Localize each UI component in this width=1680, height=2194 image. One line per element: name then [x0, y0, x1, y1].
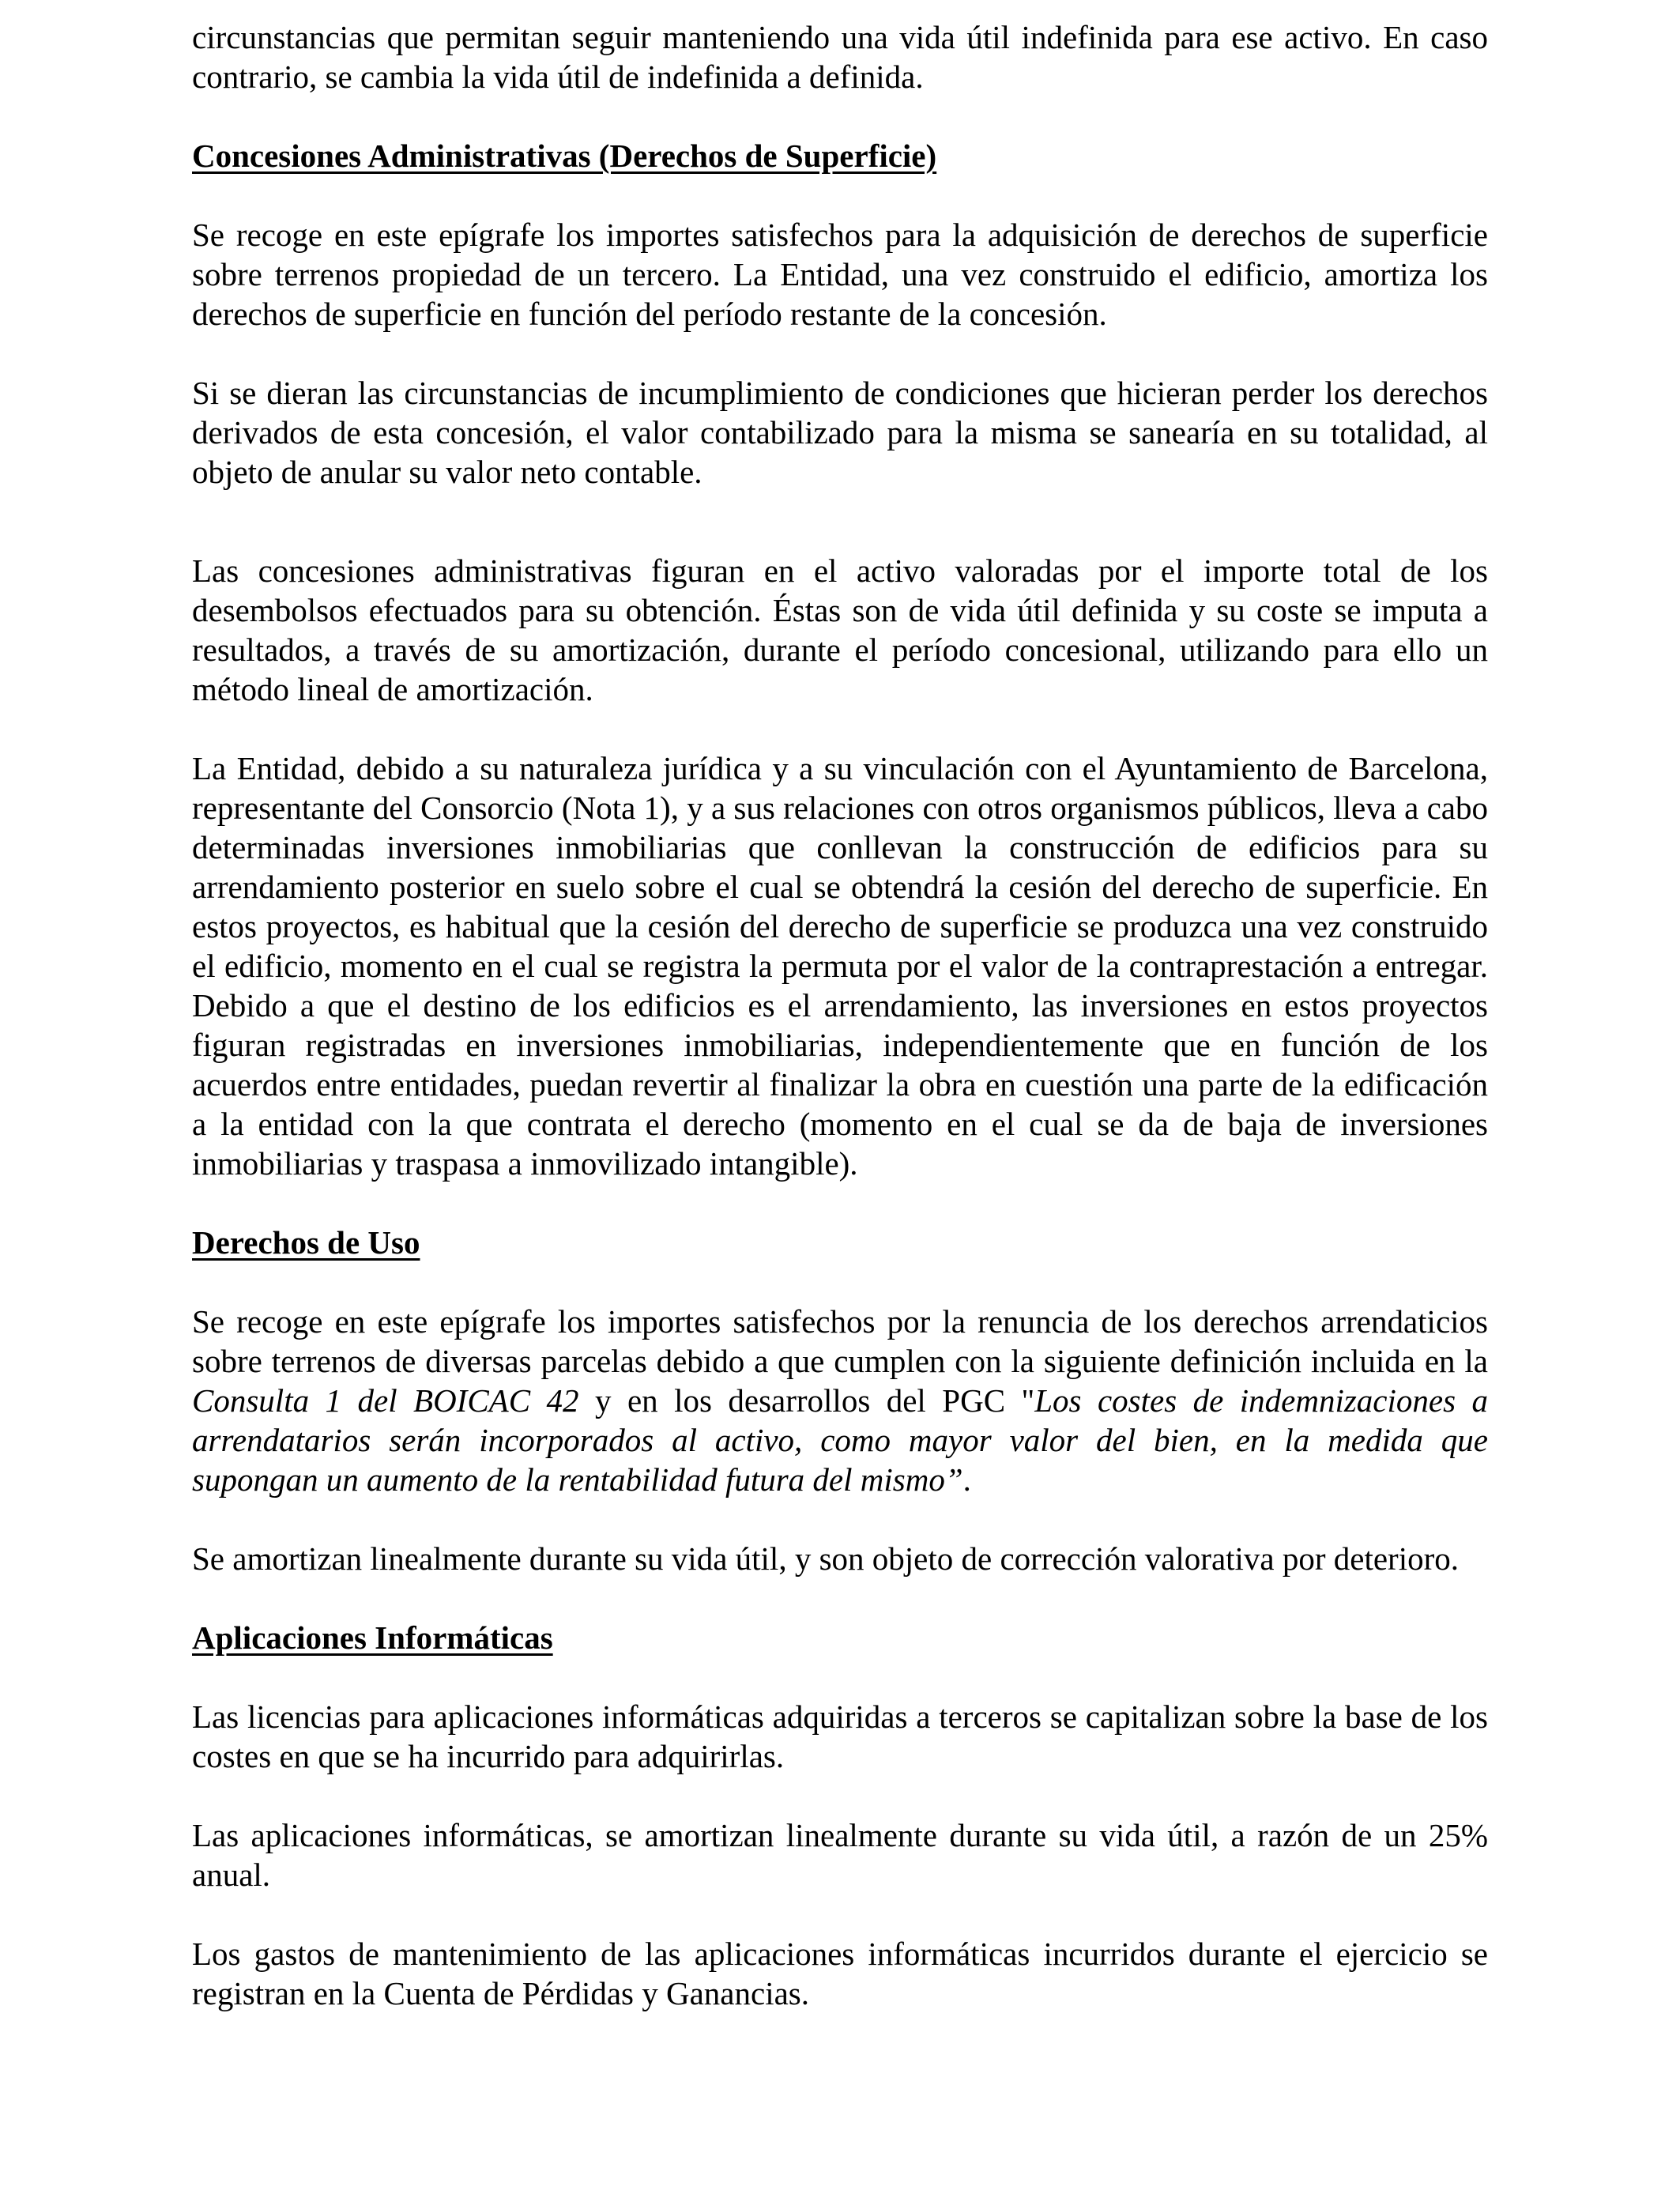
text-run: . — [962, 1461, 971, 1498]
text-run: Se recoge en este epígrafe los importes satisfechos por la renuncia de los derechos arrendaticios sobre terrenos de diversas parcelas debido a que cumplen con la siguiente definición incluida en la — [192, 1303, 1488, 1379]
spacer — [192, 1578, 1488, 1618]
spacer — [192, 175, 1488, 215]
spacer — [192, 492, 1488, 551]
heading-derechos-de-uso: Derechos de Uso — [192, 1224, 420, 1261]
paragraph-concesiones-3: Las concesiones administrativas figuran en el activo valoradas por el importe total de los desembolsos efectuados para su obtención. Éstas son de vida útil definida y su coste se imputa a resultados, a través de su amortización, durante el período concesional, utilizando para ello un método lineal de amortización. — [192, 552, 1488, 707]
paragraph-intro: circunstancias que permitan seguir manteniendo una vida útil indefinida para ese activo. En caso contrario, se cambia la vida útil de indefinida a definida. — [192, 19, 1488, 95]
spacer — [192, 1499, 1488, 1539]
spacer — [192, 1894, 1488, 1934]
paragraph-aplicaciones-2: Las aplicaciones informáticas, se amortizan linealmente durante su vida útil, a razón de un 25% anual. — [192, 1817, 1488, 1893]
spacer — [192, 709, 1488, 748]
heading-aplicaciones-informaticas: Aplicaciones Informáticas — [192, 1619, 553, 1656]
spacer — [192, 334, 1488, 373]
spacer — [192, 1657, 1488, 1697]
citation-boicac: Consulta 1 del BOICAC 42 — [192, 1382, 579, 1419]
paragraph-derechos-uso-2: Se amortizan linealmente durante su vida útil, y son objeto de corrección valorativa por deterioro. — [192, 1540, 1460, 1577]
paragraph-aplicaciones-3: Los gastos de mantenimiento de las aplicaciones informáticas incurridos durante el ejercicio se registran en la Cuenta de Pérdidas y Ganancias. — [192, 1936, 1488, 2011]
spacer — [192, 96, 1488, 136]
heading-concesiones-administrativas: Concesiones Administrativas (Derechos de Superficie) — [192, 138, 937, 174]
text-run: y en los desarrollos del PGC " — [578, 1382, 1035, 1419]
paragraph-concesiones-4: La Entidad, debido a su naturaleza jurídica y a su vinculación con el Ayuntamiento de Barcelona, representante del Consorcio (Nota 1), y a sus relaciones con otros organismos públicos, lleva a cabo determinadas inversiones inmobiliarias que conllevan la construcción de edificios para su arrendamiento posterior en suelo sobre el cual se obtendrá la cesión del derecho de superficie. En estos proyectos, es habitual que la cesión del derecho de superficie se produzca una vez construido el edificio, momento en el cual se registra la permuta por el valor de la contraprestación a entregar. Debido a que el destino de los edificios es el arrendamiento, las inversiones en estos proyectos figuran registradas en inversiones inmobiliarias, independientemente que en función de los acuerdos entre entidades, puedan revertir al finalizar la obra en cuestión una parte de la edificación a la entidad con la que contrata el derecho (momento en el cual se da de baja de inversiones inmobiliarias y traspasa a inmovilizado intangible). — [192, 750, 1488, 1182]
spacer — [192, 1776, 1488, 1815]
paragraph-derechos-uso-1 — [192, 1302, 1488, 1499]
quoted-definition: Los costes de indemnizaciones a arrendatarios serán incorporados al activo, como mayor valor del bien, en la medida que supongan un aumento de la rentabilidad futura del mismo” — [192, 1382, 1488, 1498]
paragraph-aplicaciones-1: Las licencias para aplicaciones informáticas adquiridas a terceros se capitalizan sobre la base de los costes en que se ha incurrido para adquirirlas. — [192, 1698, 1488, 1774]
spacer — [192, 1262, 1488, 1302]
paragraph-concesiones-1: Se recoge en este epígrafe los importes satisfechos para la adquisición de derechos de superficie sobre terrenos propiedad de un tercero. La Entidad, una vez construido el edificio, amortiza los derechos de superficie en función del período restante de la concesión. — [192, 217, 1488, 332]
spacer — [192, 1183, 1488, 1223]
document-page — [192, 17, 1488, 2013]
paragraph-concesiones-2: Si se dieran las circunstancias de incumplimiento de condiciones que hicieran perder los derechos derivados de esta concesión, el valor contabilizado para la misma se sanearía en su totalidad, al objeto de anular su valor neto contable. — [192, 375, 1488, 490]
